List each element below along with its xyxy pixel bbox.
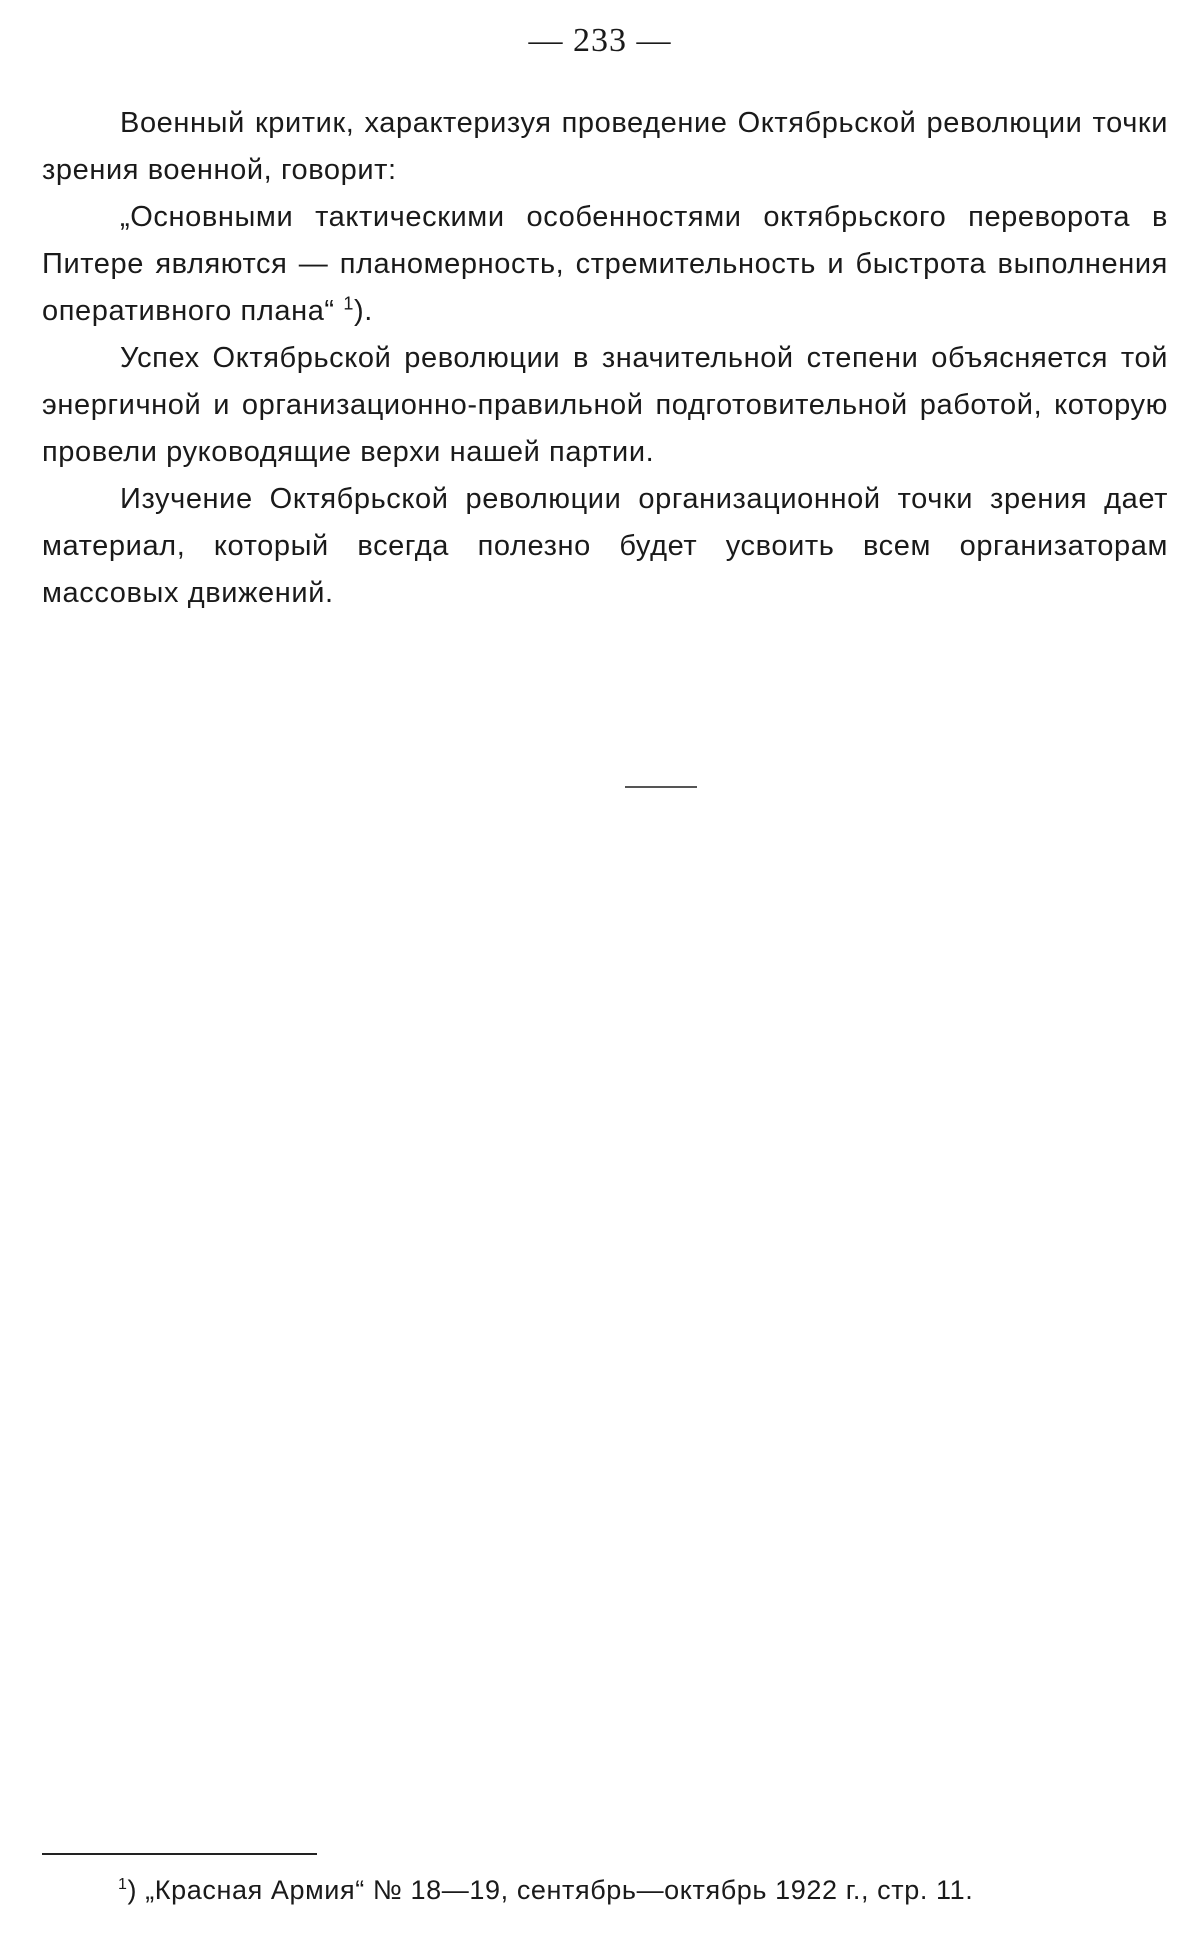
- footnote-reference: 1: [343, 293, 354, 314]
- footnote-marker-tail: ): [127, 1875, 138, 1905]
- footnote: [118, 1872, 1168, 1908]
- paragraph-4: Изучение Октябрьской революции организационной точки зрения дает материал, который всегда полезно будет усвоить всем организаторам массовых движений.: [42, 483, 1168, 609]
- paragraph-3: Успех Октябрьской революции в значительной степени объясняется той энергичной и организационно-правильной подготовительной работой, которую провели руководящие верхи нашей партии.: [42, 342, 1168, 468]
- footnote-text: „Красная Армия“ № 18—19, сентябрь—октябрь 1922 г., стр. 11.: [145, 1875, 974, 1905]
- main-text: [42, 100, 1168, 617]
- quote-tail: ).: [354, 295, 373, 327]
- page-number: — 233 —: [528, 22, 672, 59]
- footnote-divider: [42, 1853, 317, 1855]
- footnote-marker: 1: [118, 1876, 128, 1893]
- paragraph-1: Военный критик, характеризуя проведение Октябрьской революции точки зрения военной, говорит:: [42, 107, 1168, 186]
- quote-text: „Основными тактическими особенностями октябрьского переворота в Питере являются — планомерность, стремительность и быстрота выполнения оперативного плана“: [42, 201, 1168, 327]
- paragraph-2-quote: [42, 194, 1168, 335]
- section-end-rule: [625, 786, 697, 788]
